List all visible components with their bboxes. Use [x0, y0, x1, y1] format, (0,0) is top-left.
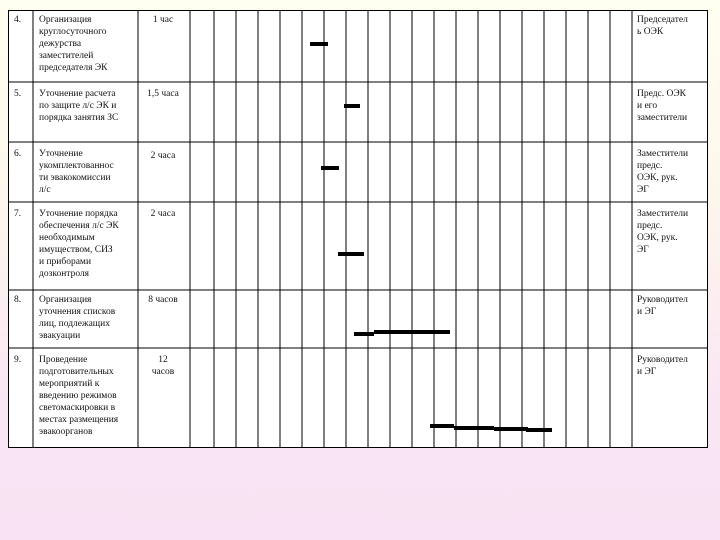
- gantt-bar-segment: [454, 426, 494, 430]
- row-number: 4.: [14, 15, 22, 25]
- task-cell: Уточнение расчета по защите л/с ЭК и порядка занятия ЗС: [39, 89, 119, 123]
- task-cell: Организация уточнения списков лиц, подлежащих эвакуации: [39, 295, 116, 341]
- gantt-bar-segment: [354, 332, 374, 336]
- gantt-bar-segment: [344, 104, 360, 108]
- row-number: 8.: [14, 295, 22, 305]
- responsible-cell: Заместители предс. ОЭК, рук. ЭГ: [637, 149, 689, 195]
- task-cell: Организация круглосуточного дежурства заместителей председателя ЭК: [39, 15, 108, 73]
- gantt-bar-segment: [338, 252, 364, 256]
- row-number: 7.: [14, 209, 22, 219]
- task-cell: Проведение подготовительных мероприятий к введению режимов светомаскировки в местах размещения эвакоорганов: [39, 355, 119, 437]
- schedule-table: [8, 10, 708, 448]
- task-cell: Уточнение укомплектованнос ти эвакокомиссии л/с: [39, 149, 114, 195]
- gantt-bar-segment: [526, 428, 552, 432]
- task-cell: Уточнение порядка обеспечения л/с ЭК необходимым имуществом, СИЗ и приборами дозконтроля: [39, 209, 119, 279]
- gantt-bar-segment: [494, 427, 528, 431]
- duration-cell: 2 часа: [150, 209, 176, 219]
- gantt-bar-segment: [430, 424, 454, 428]
- row-number: 6.: [14, 149, 22, 159]
- row-number: 9.: [14, 355, 22, 365]
- gantt-bar-segment: [374, 330, 424, 334]
- gantt-bar-segment: [310, 42, 328, 46]
- duration-cell: 8 часов: [148, 295, 178, 305]
- duration-cell: 1 час: [152, 15, 174, 25]
- responsible-cell: Предс. ОЭК и его заместители: [637, 89, 688, 123]
- duration-cell: 1,5 часа: [147, 89, 179, 99]
- row-number: 5.: [14, 89, 22, 99]
- duration-cell: 12 часов: [151, 355, 175, 377]
- gantt-bar-segment: [321, 166, 339, 170]
- responsible-cell: Председател ь ОЭК: [637, 15, 688, 37]
- responsible-cell: Заместители предс. ОЭК, рук. ЭГ: [637, 209, 689, 255]
- responsible-cell: Руководител и ЭГ: [637, 295, 688, 317]
- responsible-cell: Руководител и ЭГ: [637, 355, 688, 377]
- duration-cell: 2 часа: [150, 151, 176, 161]
- gantt-bar-segment: [418, 330, 450, 334]
